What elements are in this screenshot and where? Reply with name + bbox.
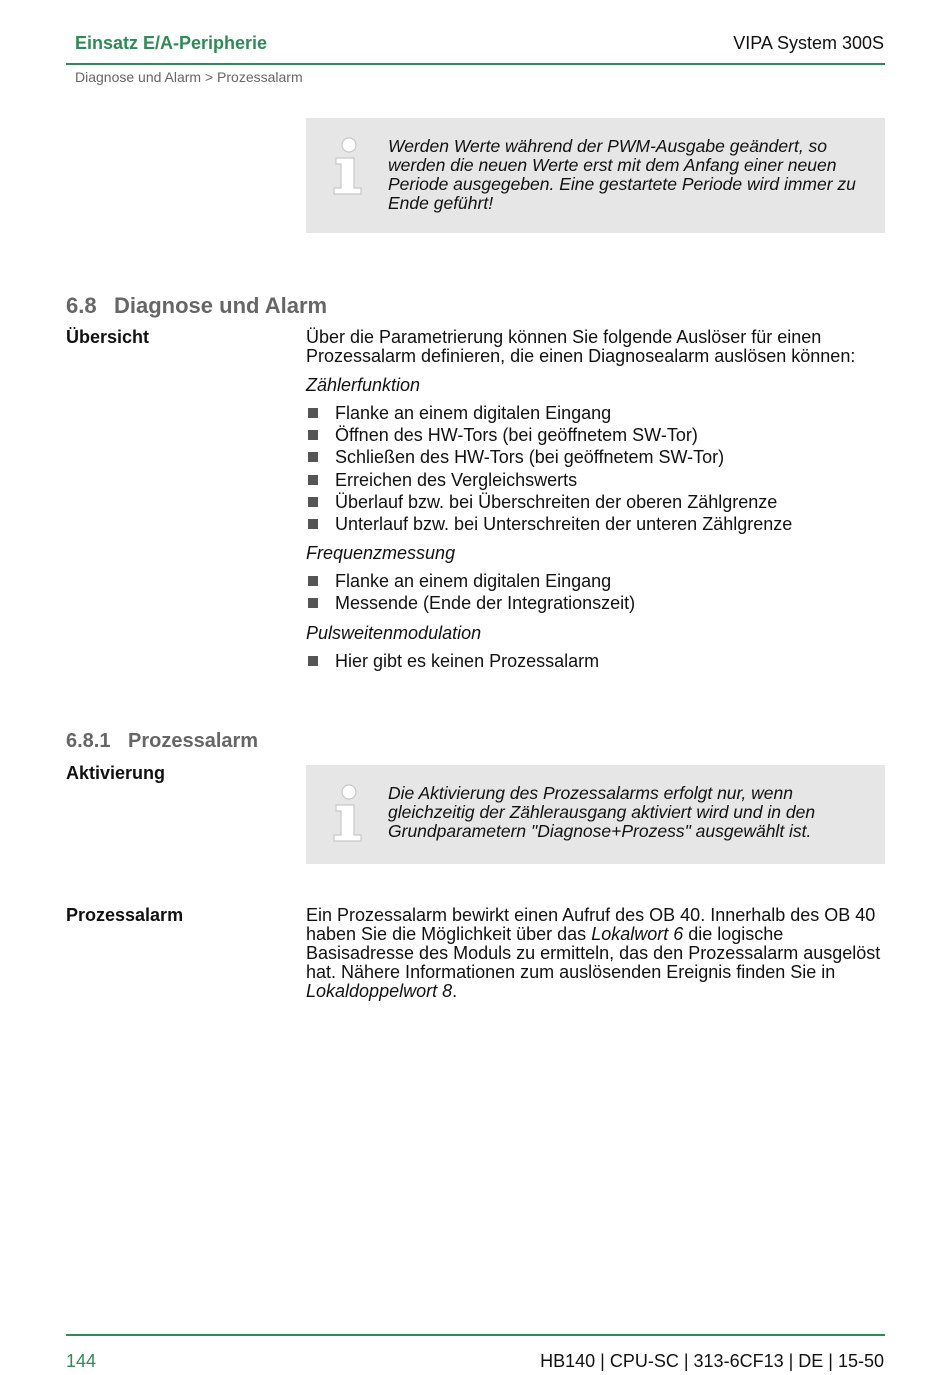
footer-rule: [66, 1334, 885, 1336]
list-item: Unterlauf bzw. bei Unterschreiten der unteren Zählgrenze: [306, 513, 792, 535]
list-frequency-triggers: [306, 570, 635, 614]
section-number: 6.8: [66, 293, 97, 318]
document-id: HB140 | CPU-SC | 313-6CF13 | DE | 15-50: [540, 1351, 884, 1371]
list-item: Schließen des HW-Tors (bei geöffnetem SW-Tor): [306, 446, 792, 468]
emphasis-local-double-word: Lokaldoppelwort 8: [306, 981, 453, 1001]
section-title: Diagnose und Alarm: [114, 293, 328, 318]
bullet-square-icon: [308, 576, 318, 586]
info-icon: [330, 783, 366, 843]
list-counter-triggers: [306, 402, 792, 535]
list-pwm-triggers: [306, 650, 599, 672]
section-heading: [66, 293, 327, 319]
group-title-counter: Zählerfunktion: [306, 375, 421, 395]
bullet-square-icon: [308, 475, 318, 485]
list-item: Messende (Ende der Integrationszeit): [306, 592, 635, 614]
info-note-activation: [306, 765, 885, 864]
bullet-square-icon: [308, 497, 318, 507]
list-item: Flanke an einem digitalen Eingang: [306, 402, 792, 424]
list-item: Überlauf bzw. bei Überschreiten der oberen Zählgrenze: [306, 491, 792, 513]
list-item: Öffnen des HW-Tors (bei geöffnetem SW-Tor): [306, 424, 792, 446]
bullet-square-icon: [308, 656, 318, 666]
bullet-square-icon: [308, 598, 318, 608]
side-label-overview: Übersicht: [66, 327, 150, 347]
overview-intro: [306, 328, 885, 366]
info-note-pwm: [306, 118, 885, 233]
bullet-square-icon: [308, 430, 318, 440]
overview-intro-text: Über die Parametrierung können Sie folgende Auslöser für einen Prozessalarm definieren, die einen Diagnosealarm auslösen können:: [306, 327, 856, 366]
subsection-title: Prozessalarm: [128, 730, 259, 752]
list-item: Erreichen des Vergleichswerts: [306, 469, 792, 491]
subsection-number: 6.8.1: [66, 730, 111, 752]
subsection-heading: [66, 730, 258, 753]
bullet-square-icon: [308, 452, 318, 462]
breadcrumb: Diagnose und Alarm > Prozessalarm: [75, 69, 303, 85]
list-item: Hier gibt es keinen Prozessalarm: [306, 650, 599, 672]
page-number: 144: [66, 1351, 97, 1371]
group-title-frequency: Frequenzmessung: [306, 543, 456, 563]
list-item: Flanke an einem digitalen Eingang: [306, 570, 635, 592]
info-note-text: Werden Werte während der PWM-Ausgabe geändert, so werden die neuen Werte erst mit dem Anfang einer neuen Periode ausgegeben. Eine gestartete Periode wird immer zu Ende geführt!: [388, 136, 856, 213]
side-label-process-alarm: Prozessalarm: [66, 905, 184, 925]
side-label-activation: Aktivierung: [66, 763, 166, 783]
info-note-text: Die Aktivierung des Prozessalarms erfolgt nur, wenn gleichzeitig der Zählerausgang aktiviert wird und in den Grundparametern "Diagnose+Prozess" ausgewählt ist.: [388, 783, 816, 841]
group-title-pwm: Pulsweitenmodulation: [306, 623, 482, 643]
process-alarm-text: Ein Prozessalarm bewirkt einen Aufruf des OB 40. Innerhalb des OB 40 haben Sie die Möglichkeit über das Lokalwort 6 die logische Basisadresse des Moduls zu ermitteln, das den Prozessalarm ausgelöst hat. Nähere Informationen zum auslösenden Ereignis finden Sie in Lokaldoppelwort 8.: [306, 905, 881, 1001]
process-alarm-paragraph: [306, 906, 885, 1001]
emphasis-local-word: Lokalwort 6: [591, 924, 684, 944]
product-title: VIPA System 300S: [733, 33, 884, 53]
header-rule: [66, 63, 885, 65]
bullet-square-icon: [308, 519, 318, 529]
info-icon: [330, 136, 366, 196]
chapter-title: Einsatz E/A-Peripherie: [75, 33, 268, 53]
bullet-square-icon: [308, 408, 318, 418]
